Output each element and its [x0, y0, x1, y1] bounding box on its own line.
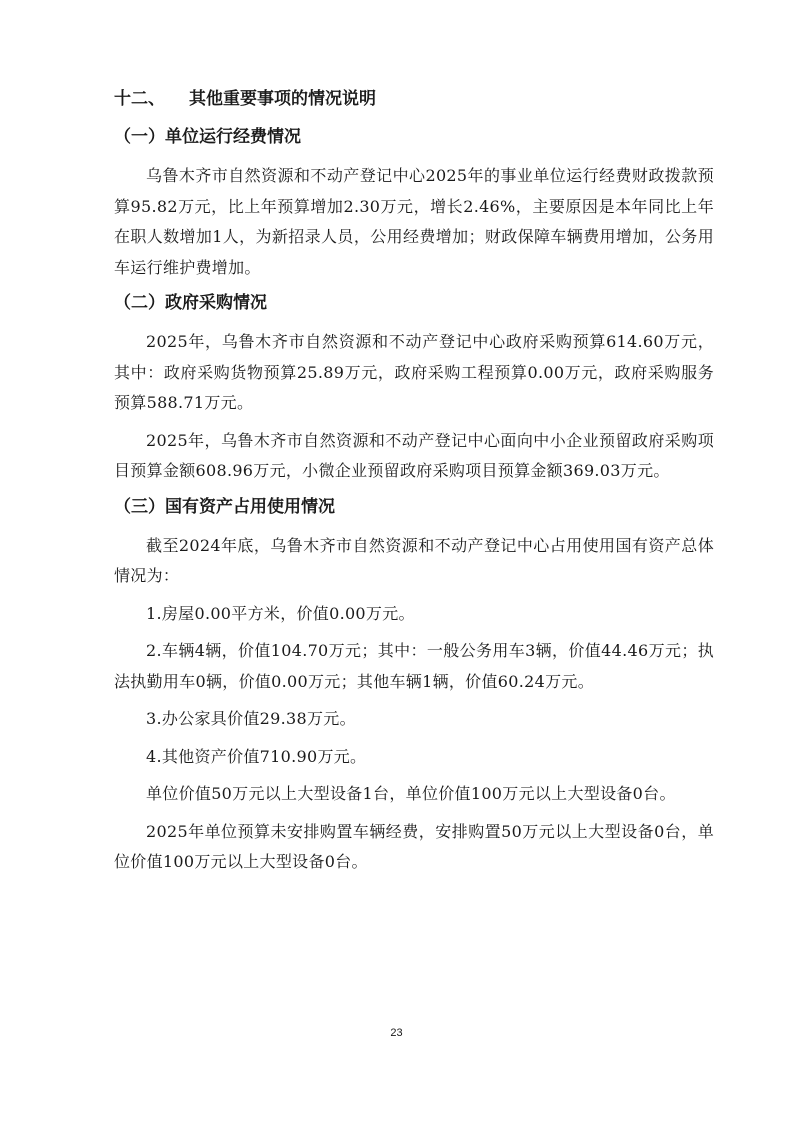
page-number: 23 [390, 1027, 403, 1039]
paragraph-assets-buildings: 1.房屋0.00平方米，价值0.00万元。 [146, 603, 415, 623]
subsection-heading-state-assets: （三）国有资产占用使用情况 [114, 496, 335, 517]
paragraph-assets-overview: 截至2024年底，乌鲁木齐市自然资源和不动产登记中心占用使用国有资产总体情况为： [114, 535, 714, 585]
paragraph-operating-costs: 乌鲁木齐市自然资源和不动产登记中心2025年的事业单位运行经费财政拨款预算95.82万元，比上年预算增加2.30万元，增长2.46%，主要原因是本年同比上年在职人数增加1人，为新招录人员，公用经费增加；财政保障车辆费用增加，公务用车运行维护费增加。 [114, 166, 714, 277]
paragraph-assets-other: 4.其他资产价值710.90万元。 [146, 746, 367, 766]
paragraph-assets-furniture: 3.办公家具价值29.38万元。 [146, 709, 356, 728]
paragraph-assets-equipment: 单位价值50万元以上大型设备1台，单位价值100万元以上大型设备0台。 [146, 784, 676, 803]
paragraph-procurement-sme: 2025年，乌鲁木齐市自然资源和不动产登记中心面向中小企业预留政府采购项目预算金额608.96万元，小微企业预留政府采购项目预算金额369.03万元。 [114, 430, 714, 480]
section-number: 十二、 [114, 89, 165, 109]
subsection-heading-operating-costs: （一）单位运行经费情况 [114, 127, 301, 147]
paragraph-assets-purchase-plan: 2025年单位预算未安排购置车辆经费，安排购置50万元以上大型设备0台，单位价值100万元以上大型设备0台。 [114, 821, 714, 871]
paragraph-assets-vehicles: 2.车辆4辆，价值104.70万元；其中：一般公务用车3辆，价值44.46万元；执法执勤用车0辆，价值0.00万元；其他车辆1辆，价值60.24万元。 [114, 641, 714, 691]
subsection-heading-procurement: （二）政府采购情况 [114, 293, 267, 313]
document-body [114, 86, 714, 885]
section-heading [114, 86, 714, 112]
paragraph-procurement-budget: 2025年，乌鲁木齐市自然资源和不动产登记中心政府采购预算614.60万元，其中：政府采购货物预算25.89万元，政府采购工程预算0.00万元，政府采购服务预算588.71万元。 [114, 332, 714, 412]
section-title: 其他重要事项的情况说明 [189, 89, 376, 109]
